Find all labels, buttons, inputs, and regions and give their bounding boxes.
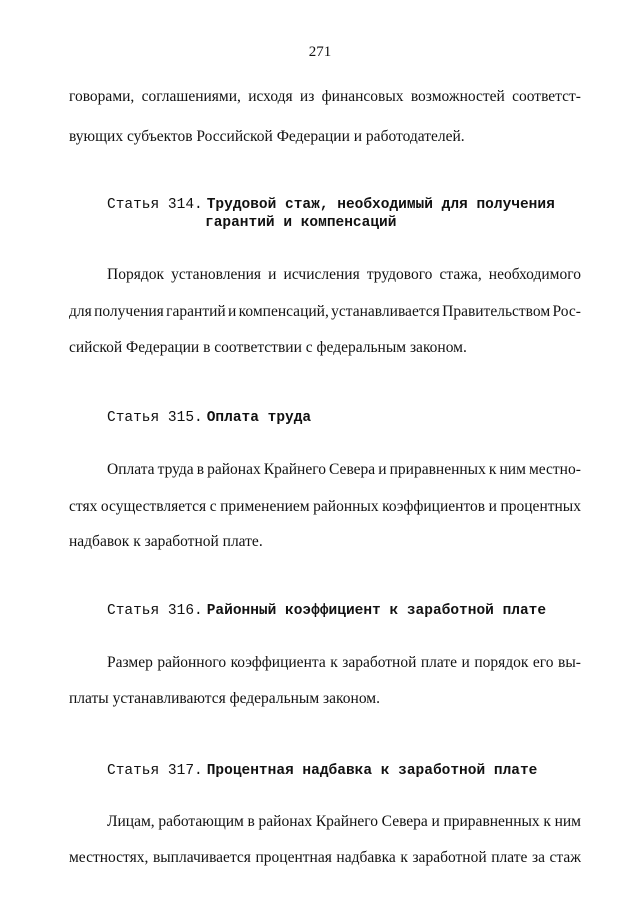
word: и xyxy=(268,266,277,283)
article-heading-continued xyxy=(205,212,396,233)
paragraph-line xyxy=(107,460,581,480)
paragraph-line xyxy=(107,812,581,832)
word: заработной xyxy=(412,849,487,866)
article-title: гарантий и компенсаций xyxy=(205,215,397,231)
article-title: Трудовой стаж, необходимый для получения xyxy=(206,197,555,213)
word: стаж xyxy=(549,849,581,866)
word: Рос- xyxy=(552,303,581,320)
word: необходимого xyxy=(488,266,581,283)
word: и xyxy=(488,498,497,515)
word: Лицам, xyxy=(107,813,155,830)
word: гарантий xyxy=(166,303,226,320)
word: исчисления xyxy=(283,266,360,283)
word: коэффициента xyxy=(230,654,326,671)
word: и xyxy=(431,813,440,830)
word: районного xyxy=(157,654,227,671)
word: районах xyxy=(207,461,261,478)
article-title: Оплата труда xyxy=(206,410,312,426)
word: вы- xyxy=(558,654,581,671)
word: получения xyxy=(94,303,164,320)
word: Севера xyxy=(329,461,376,478)
word: для xyxy=(69,303,92,320)
article-title: Районный коэффициент к заработной плате xyxy=(206,603,547,619)
word: за xyxy=(531,849,545,866)
word: соглашениями, xyxy=(141,88,241,105)
word: районных xyxy=(313,498,379,515)
word: к xyxy=(400,849,408,866)
word: исходя xyxy=(248,88,293,105)
word: устанавливается xyxy=(331,303,440,320)
word: говорами, xyxy=(69,88,135,105)
word: выплачивается xyxy=(152,849,251,866)
article-number: Статья 317. xyxy=(107,763,203,779)
word: Правительством xyxy=(442,303,551,320)
word: с xyxy=(209,498,217,515)
paragraph-line xyxy=(69,87,581,107)
article-heading xyxy=(107,760,537,781)
word: и xyxy=(378,461,387,478)
paragraph-line: сийской Федерации в соответствии с федеральным законом. xyxy=(69,339,467,356)
word: осуществляется xyxy=(100,498,207,515)
article-title: Процентная надбавка к заработной плате xyxy=(206,763,538,779)
word: приравненных xyxy=(443,813,540,830)
paragraph-line: вующих субъектов Российской Федерации и работодателей. xyxy=(69,128,465,145)
word: стажа, xyxy=(439,266,482,283)
word: Крайнего xyxy=(263,461,326,478)
word: плате xyxy=(491,849,528,866)
article-heading xyxy=(107,600,546,621)
word: возможностей xyxy=(410,88,505,105)
word: труда xyxy=(157,461,194,478)
paragraph-line xyxy=(107,265,581,285)
word: ним xyxy=(499,461,526,478)
word: к xyxy=(543,813,551,830)
word: приравненных xyxy=(389,461,486,478)
word: к xyxy=(488,461,497,478)
paragraph-line xyxy=(69,302,581,322)
word: заработной xyxy=(342,654,417,671)
word: в xyxy=(196,461,205,478)
page-number: 271 xyxy=(308,44,332,60)
word: ним xyxy=(554,813,581,830)
word: в xyxy=(247,813,255,830)
paragraph-line xyxy=(107,653,581,673)
word: плате xyxy=(420,654,458,671)
word: применением xyxy=(220,498,310,515)
paragraph-line xyxy=(69,497,581,517)
word: местно- xyxy=(528,461,581,478)
word: из xyxy=(299,88,315,105)
word: к xyxy=(330,654,338,671)
word: трудового xyxy=(366,266,433,283)
word: установления xyxy=(171,266,262,283)
paragraph-line xyxy=(69,848,581,868)
word: порядок xyxy=(474,654,529,671)
word: финансовых xyxy=(321,88,404,105)
word: Оплата xyxy=(107,461,155,478)
word: и xyxy=(461,654,470,671)
article-heading xyxy=(107,407,311,428)
word: его xyxy=(532,654,554,671)
word: процентных xyxy=(500,498,581,515)
article-number: Статья 315. xyxy=(107,410,203,426)
word: стях xyxy=(69,498,98,515)
word: районах xyxy=(258,813,313,830)
word: соответст- xyxy=(512,88,581,105)
word: местностях, xyxy=(69,849,149,866)
word: Порядок xyxy=(107,266,164,283)
word: и xyxy=(228,303,237,320)
paragraph-line: надбавок к заработной плате. xyxy=(69,533,263,550)
paragraph-line: платы устанавливаются федеральным законом. xyxy=(69,690,380,707)
word: Размер xyxy=(107,654,153,671)
word: Крайнего xyxy=(315,813,378,830)
word: работающим xyxy=(158,813,244,830)
word: надбавка xyxy=(336,849,396,866)
article-number: Статья 316. xyxy=(107,603,203,619)
word: Севера xyxy=(381,813,428,830)
word: коэффициентов xyxy=(382,498,486,515)
word: процентная xyxy=(255,849,332,866)
article-number: Статья 314. xyxy=(107,197,203,213)
word: компенсаций, xyxy=(238,303,329,320)
